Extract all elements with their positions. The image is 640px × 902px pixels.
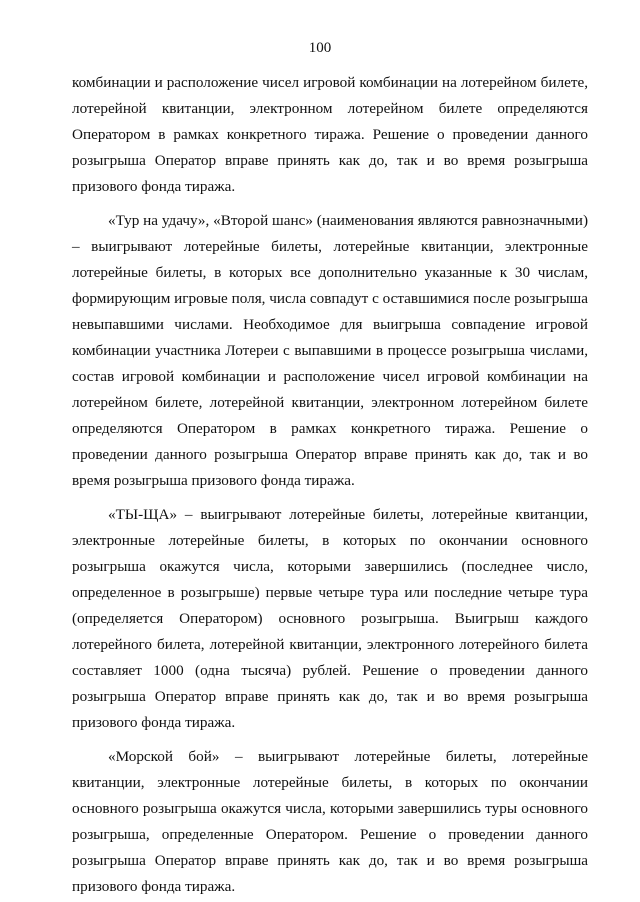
paragraph-continuation: комбинации и расположение чисел игровой комбинации на лотерейном билете, лотерейной квитанции, электронном лотерейном билете определяются Оператором в рамках конкретного тиража. Решение о проведении данного розыгрыша Оператор вправе принять как до, так и во время розыгрыша призового фонда тиража. <box>72 74 588 195</box>
paragraph-tur-na-udachu: «Тур на удачу», «Второй шанс» (наименования являются равнозначными) – выигрывают лотерейные билеты, лотерейные квитанции, электронные лотерейные билеты, в которых все дополнительно указанные к 30 числам, формирующим игровые поля, числа совпадут с оставшимися после розыгрыша невыпавшими числами. Необходимое для выигрыша совпадение игровой комбинации участника Лотереи с выпавшими в процессе розыгрыша числами, состав игровой комбинации и расположение чисел игровой комбинации на лотерейном билете, лотерейной квитанции, электронном лотерейном билете определяются Оператором в рамках конкретного тиража. Решение о проведении данного розыгрыша Оператор вправе принять как до, так и во время розыгрыша призового фонда тиража. <box>72 212 588 489</box>
document-body <box>72 70 588 900</box>
paragraph-morskoy-boy: «Морской бой» – выигрывают лотерейные билеты, лотерейные квитанции, электронные лотерейные билеты, в которых по окончании основного розыгрыша окажутся числа, которыми завершились туры основного розыгрыша, определенные Оператором. Решение о проведении данного розыгрыша Оператор вправе принять как до, так и во время розыгрыша призового фонда тиража. <box>72 748 588 895</box>
paragraph-ty-shcha: «ТЫ-ЩА» – выигрывают лотерейные билеты, лотерейные квитанции, электронные лотерейные билеты, в которых по окончании основного розыгрыша окажутся числа, которыми завершились (последнее число, определенное в розыгрыше) первые четыре тура или последние четыре тура (определяется Оператором) основного розыгрыша. Выигрыш каждого лотерейного билета, лотерейной квитанции, электронного лотерейного билета составляет 1000 (одна тысяча) рублей. Решение о проведении данного розыгрыша Оператор вправе принять как до, так и во время розыгрыша призового фонда тиража. <box>72 506 588 731</box>
page-number: 100 <box>308 40 332 56</box>
